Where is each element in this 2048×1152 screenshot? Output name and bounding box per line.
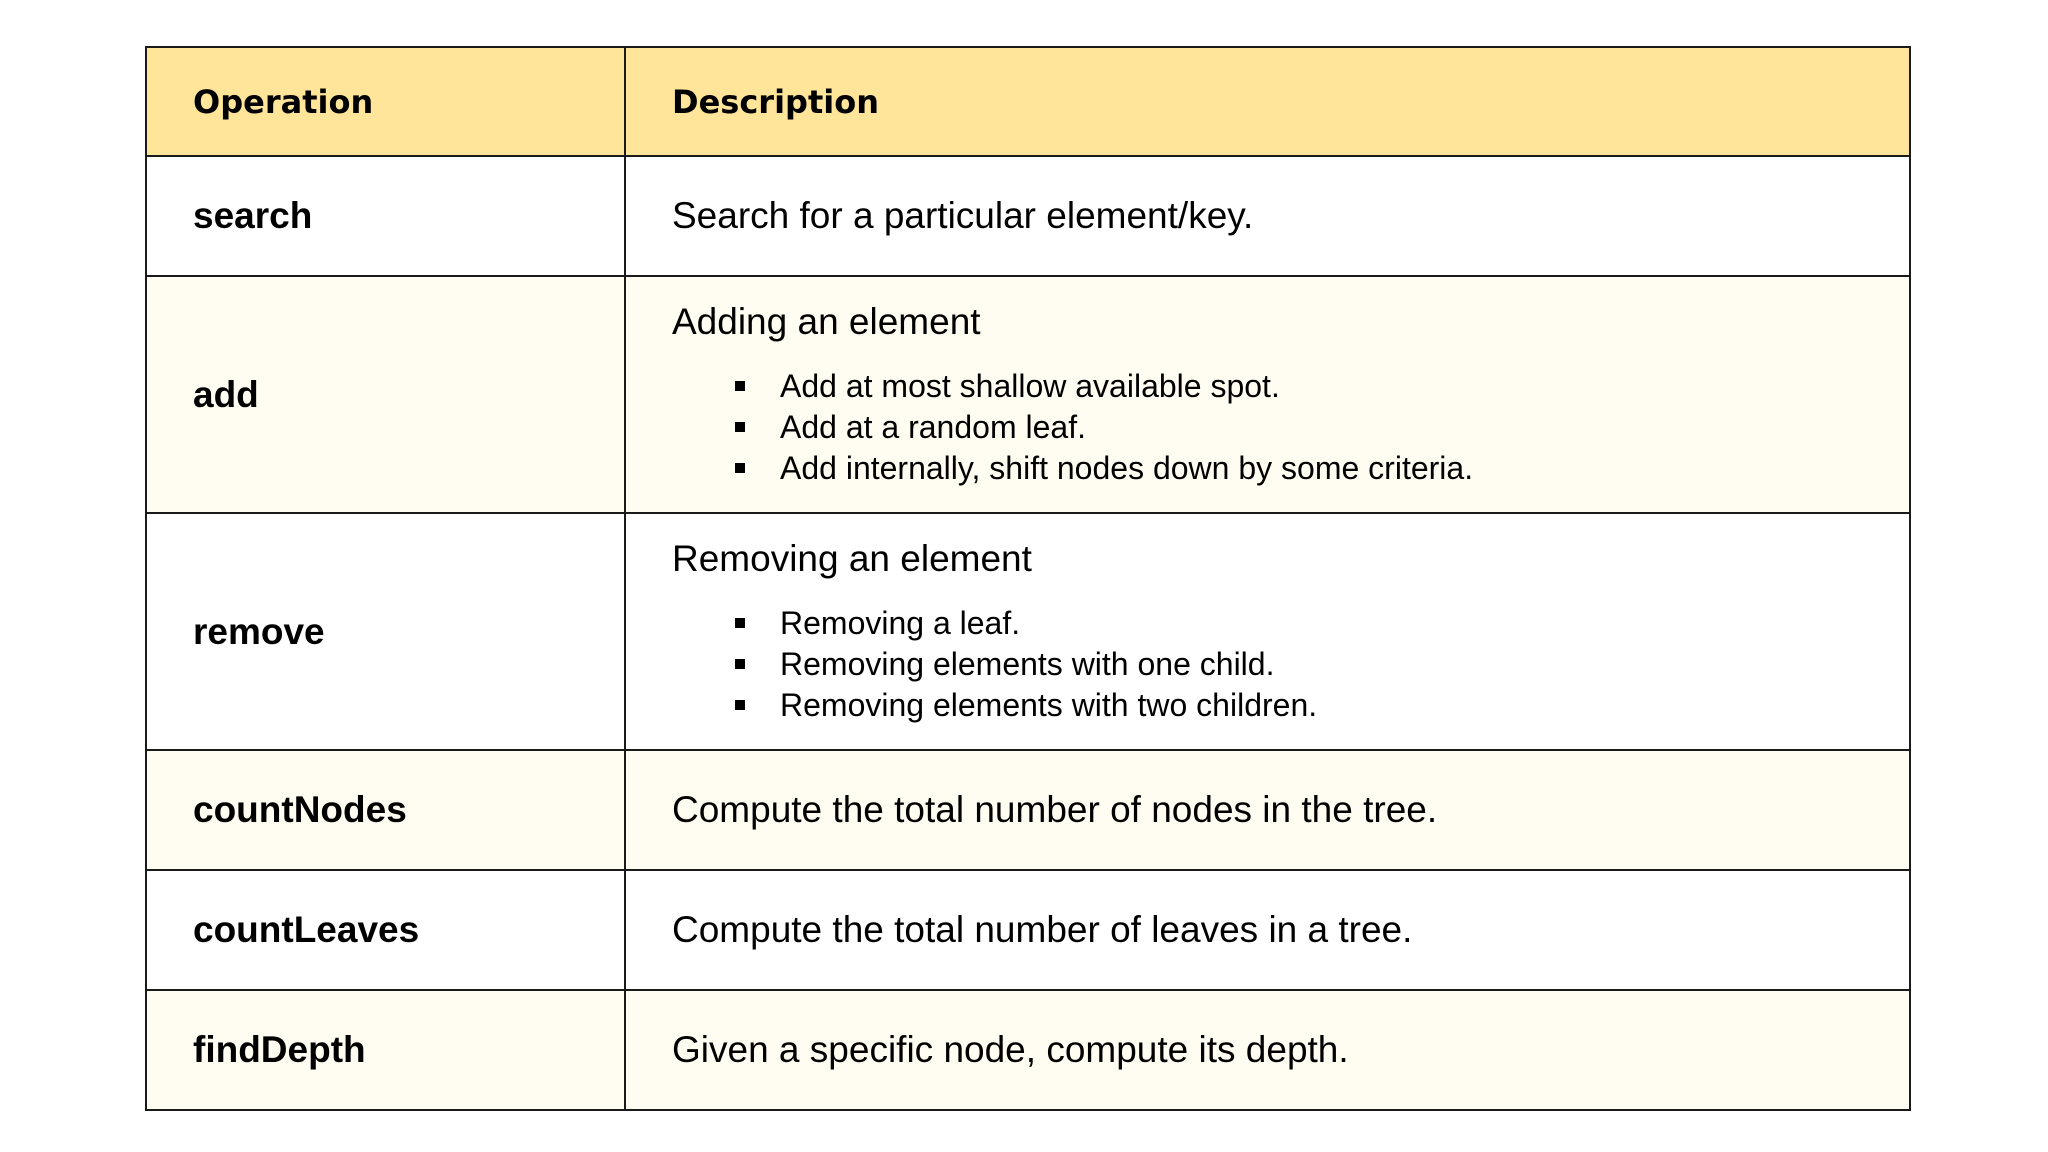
list-item-text: Add at most shallow available spot. (780, 368, 1280, 404)
list-item (735, 448, 1909, 489)
operations-table (145, 46, 1911, 1111)
description-bullet-list (672, 603, 1909, 726)
square-bullet-icon (735, 422, 745, 432)
operation-description: Given a specific node, compute its depth. (625, 990, 1910, 1110)
list-item (735, 685, 1909, 726)
operation-name: add (146, 276, 625, 513)
operation-description (625, 513, 1910, 750)
header-operation: Operation (146, 47, 625, 156)
square-bullet-icon (735, 381, 745, 391)
list-item-text: Removing elements with one child. (780, 646, 1275, 682)
operation-name: remove (146, 513, 625, 750)
operation-name: countLeaves (146, 870, 625, 990)
list-item (735, 603, 1909, 644)
square-bullet-icon (735, 463, 745, 473)
operation-name: findDepth (146, 990, 625, 1110)
table-row-remove (146, 513, 1910, 750)
table-header-row (146, 47, 1910, 156)
table-row-add (146, 276, 1910, 513)
operation-description (625, 276, 1910, 513)
list-item-text: Removing elements with two children. (780, 687, 1318, 723)
list-item (735, 644, 1909, 685)
description-title: Adding an element (672, 301, 981, 342)
square-bullet-icon (735, 659, 745, 669)
description-bullet-list (672, 366, 1909, 489)
table-row-countleaves (146, 870, 1910, 990)
list-item-text: Removing a leaf. (780, 605, 1021, 641)
operation-name: countNodes (146, 750, 625, 870)
operation-name: search (146, 156, 625, 276)
description-title: Removing an element (672, 538, 1032, 579)
list-item-text: Add at a random leaf. (780, 409, 1086, 445)
square-bullet-icon (735, 618, 745, 628)
header-description: Description (625, 47, 1910, 156)
operation-description: Compute the total number of leaves in a tree. (625, 870, 1910, 990)
operation-description: Compute the total number of nodes in the tree. (625, 750, 1910, 870)
table-row-search (146, 156, 1910, 276)
list-item-text: Add internally, shift nodes down by some criteria. (780, 450, 1474, 486)
list-item (735, 366, 1909, 407)
table-row-finddepth (146, 990, 1910, 1110)
operation-description: Search for a particular element/key. (625, 156, 1910, 276)
list-item (735, 407, 1909, 448)
square-bullet-icon (735, 700, 745, 710)
table-row-countnodes (146, 750, 1910, 870)
